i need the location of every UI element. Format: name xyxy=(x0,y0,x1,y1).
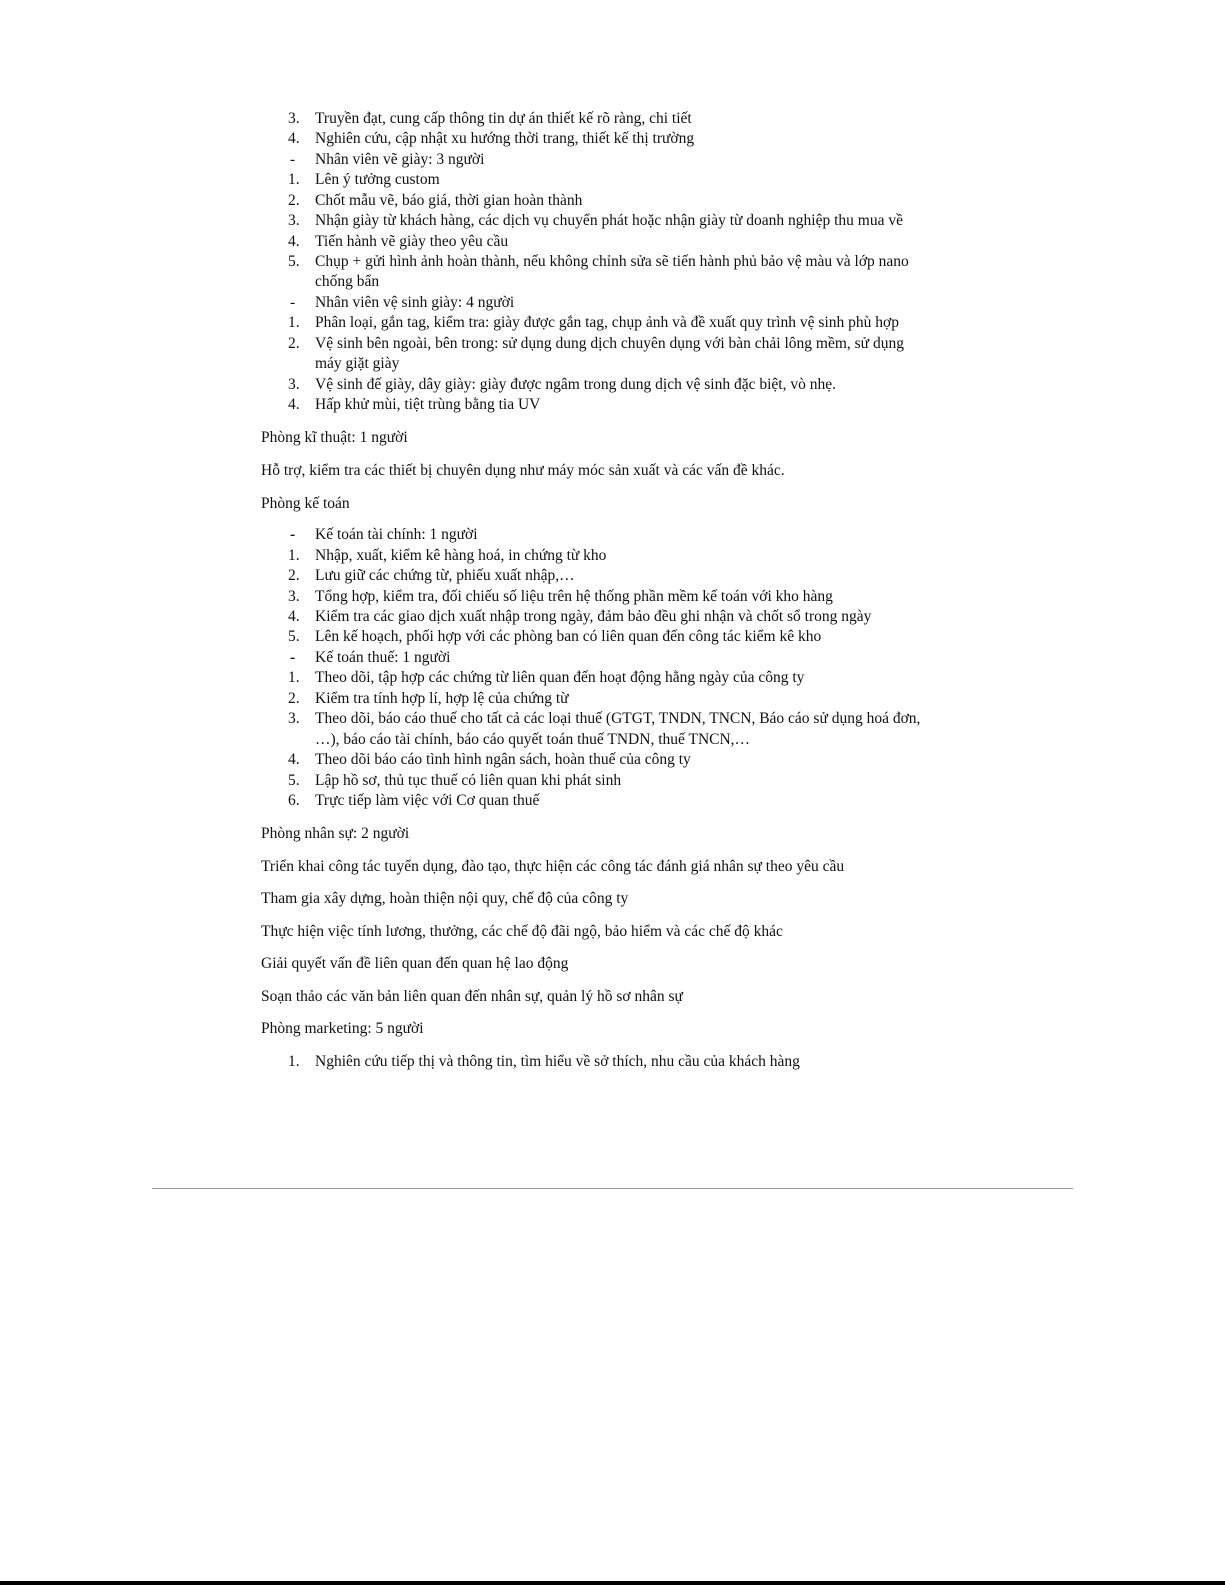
list-item: Truyền đạt, cung cấp thông tin dự án thiết kế rõ ràng, chi tiết xyxy=(315,110,692,127)
page-divider xyxy=(152,1188,1073,1189)
list-marker: - xyxy=(290,649,296,666)
list-marker: 4. xyxy=(288,751,300,768)
list-marker: 4. xyxy=(288,608,300,625)
list-item: Nhân viên vệ sinh giày: 4 người xyxy=(315,294,515,311)
list-marker: 1. xyxy=(288,669,300,686)
list-item: Nghiên cứu, cập nhật xu hướng thời trang, thiết kế thị trường xyxy=(315,130,695,147)
list-marker: 2. xyxy=(288,192,300,209)
list-item: Lên ý tưởng custom xyxy=(315,171,440,188)
list-marker: 1. xyxy=(288,1053,300,1070)
list-marker: 4. xyxy=(288,396,300,413)
list-marker: 2. xyxy=(288,690,300,707)
list-marker: 5. xyxy=(288,772,300,789)
list-marker: 3. xyxy=(288,376,300,393)
list-item: Kiểm tra các giao dịch xuất nhập trong ngày, đảm bảo đều ghi nhận và chốt sổ trong ngày xyxy=(315,608,872,625)
list-item: Lên kế hoạch, phối hợp với các phòng ban có liên quan đến công tác kiểm kê kho xyxy=(315,628,822,645)
list-marker: 4. xyxy=(288,233,300,250)
list-item: Theo dõi, tập hợp các chứng từ liên quan đến hoạt động hằng ngày của công ty xyxy=(315,669,805,686)
list-marker: 3. xyxy=(288,710,300,727)
list-item: Theo dõi báo cáo tình hình ngân sách, hoàn thuế của công ty xyxy=(315,751,691,768)
list-marker: 3. xyxy=(288,588,300,605)
list-marker: - xyxy=(290,151,296,168)
list-marker: 1. xyxy=(288,314,300,331)
section-heading-nhan-su: Phòng nhân sự: 2 người xyxy=(261,825,410,842)
list-marker: 3. xyxy=(288,110,300,127)
list-item: Lưu giữ các chứng từ, phiếu xuất nhập,… xyxy=(315,567,575,584)
section-paragraph: Triển khai công tác tuyển dụng, đào tạo, thực hiện các công tác đánh giá nhân sự theo yêu cầu xyxy=(261,858,845,875)
page-bottom-edge xyxy=(0,1581,1225,1585)
section-paragraph: Soạn thảo các văn bản liên quan đến nhân sự, quản lý hồ sơ nhân sự xyxy=(261,988,683,1005)
list-marker: 6. xyxy=(288,792,300,809)
section-paragraph: Hỗ trợ, kiểm tra các thiết bị chuyên dụng như máy móc sản xuất và các vấn đề khác. xyxy=(261,462,785,479)
list-marker: - xyxy=(290,526,296,543)
list-item: Kế toán thuế: 1 người xyxy=(315,649,451,666)
list-item: Chụp + gửi hình ảnh hoàn thành, nếu không chỉnh sửa sẽ tiến hành phủ bảo vệ màu và lớp nano xyxy=(315,253,909,270)
list-marker: 4. xyxy=(288,130,300,147)
list-item: Nhận giày từ khách hàng, các dịch vụ chuyển phát hoặc nhận giày từ doanh nghiệp thu mua về xyxy=(315,212,903,229)
list-item: Hấp khử mùi, tiệt trùng bằng tia UV xyxy=(315,396,541,413)
list-item-continuation: chống bẩn xyxy=(315,273,380,290)
section-paragraph: Giải quyết vấn đề liên quan đến quan hệ lao động xyxy=(261,955,569,972)
list-marker: 1. xyxy=(288,171,300,188)
list-item: Vệ sinh bên ngoài, bên trong: sử dụng dung dịch chuyên dụng với bàn chải lông mềm, sử dụng xyxy=(315,335,904,352)
list-marker: 5. xyxy=(288,628,300,645)
section-heading-ky-thuat: Phòng kĩ thuật: 1 người xyxy=(261,429,408,446)
list-item: Tổng hợp, kiểm tra, đối chiếu số liệu trên hệ thống phần mềm kế toán với kho hàng xyxy=(315,588,833,605)
list-item: Vệ sinh đế giày, dây giày: giày được ngâm trong dung dịch vệ sinh đặc biệt, vò nhẹ. xyxy=(315,376,836,393)
list-item: Lập hồ sơ, thủ tục thuế có liên quan khi phát sinh xyxy=(315,772,622,789)
section-paragraph: Tham gia xây dựng, hoàn thiện nội quy, chế độ của công ty xyxy=(261,890,629,907)
list-marker: 2. xyxy=(288,335,300,352)
list-item: Kiểm tra tính hợp lí, hợp lệ của chứng từ xyxy=(315,690,569,707)
list-item-continuation: …), báo cáo tài chính, báo cáo quyết toán thuế TNDN, thuế TNCN,… xyxy=(315,731,751,748)
section-paragraph: Thực hiện việc tính lương, thưởng, các chế độ đãi ngộ, bảo hiểm và các chế độ khác xyxy=(261,923,783,940)
list-marker: - xyxy=(290,294,296,311)
list-item: Chốt mẫu vẽ, báo giá, thời gian hoàn thành xyxy=(315,192,583,209)
list-item: Trực tiếp làm việc với Cơ quan thuế xyxy=(315,792,540,809)
section-heading-ke-toan: Phòng kế toán xyxy=(261,495,350,512)
list-item-continuation: máy giặt giày xyxy=(315,355,400,372)
list-item: Kế toán tài chính: 1 người xyxy=(315,526,478,543)
list-item: Tiến hành vẽ giày theo yêu cầu xyxy=(315,233,509,250)
list-marker: 2. xyxy=(288,567,300,584)
list-item: Nhập, xuất, kiểm kê hàng hoá, in chứng từ kho xyxy=(315,547,607,564)
section-heading-marketing: Phòng marketing: 5 người xyxy=(261,1020,424,1037)
list-marker: 3. xyxy=(288,212,300,229)
list-item: Theo dõi, báo cáo thuế cho tất cả các loại thuế (GTGT, TNDN, TNCN, Báo cáo sử dụng hoá đơn, xyxy=(315,710,921,727)
list-item: Phân loại, gắn tag, kiểm tra: giày được gắn tag, chụp ảnh và đề xuất quy trình vệ sinh phù hợp xyxy=(315,314,899,331)
list-item: Nhân viên vẽ giày: 3 người xyxy=(315,151,485,168)
list-marker: 1. xyxy=(288,547,300,564)
list-item: Nghiên cứu tiếp thị và thông tin, tìm hiểu về sở thích, nhu cầu của khách hàng xyxy=(315,1053,800,1070)
list-marker: 5. xyxy=(288,253,300,270)
